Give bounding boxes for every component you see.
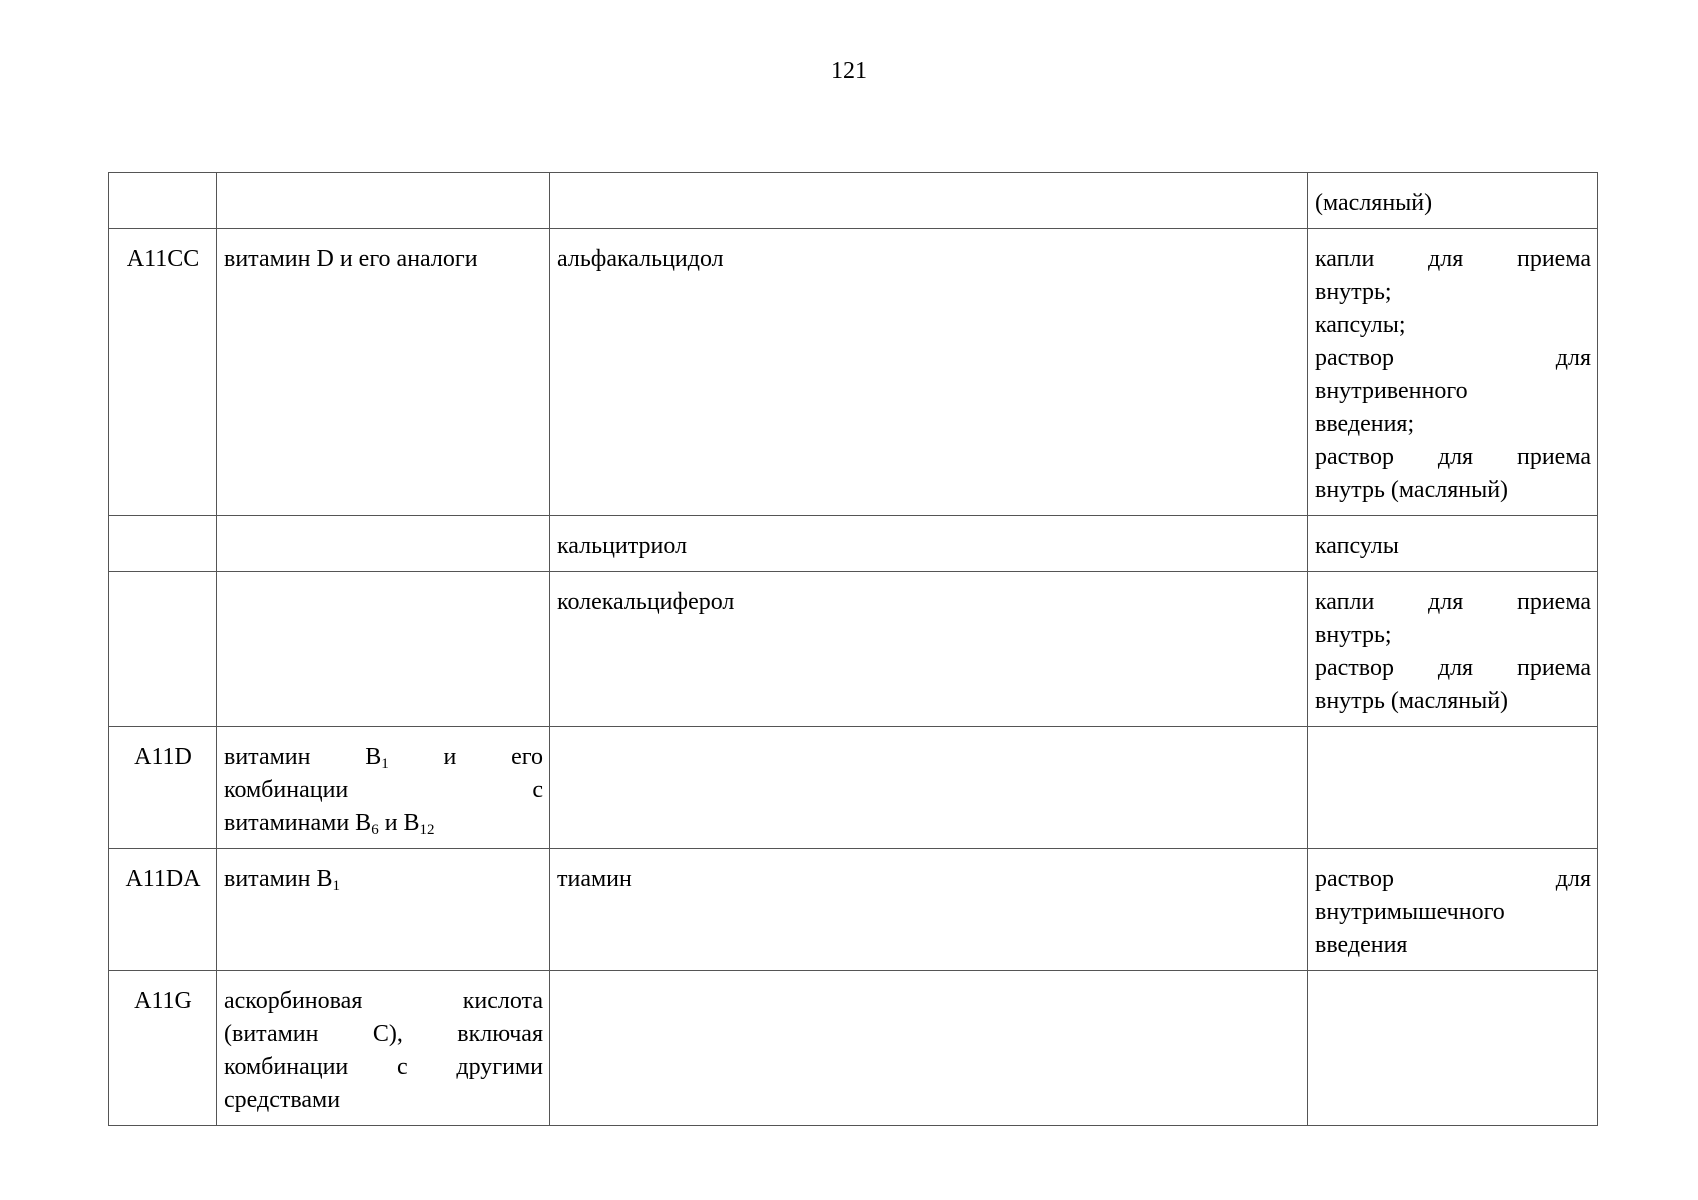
form-line: раствор для: [1315, 866, 1591, 892]
group-cell: [217, 173, 550, 229]
form-line: внутрь (масляный): [1315, 688, 1509, 714]
drug-cell: кальцитриол: [550, 516, 1308, 572]
drug-cell: тиамин: [550, 849, 1308, 971]
group-line: комбинации с: [224, 777, 543, 803]
form-line: введения;: [1315, 411, 1415, 437]
table-row: [109, 516, 1598, 572]
forms-cell: [1308, 229, 1598, 516]
drug-cell: альфакальцидол: [550, 229, 1308, 516]
forms-cell: [1308, 516, 1598, 572]
atc-code-cell: A11G: [109, 971, 217, 1126]
atc-code-cell: A11D: [109, 727, 217, 849]
group-line: (витамин C), включая: [224, 1021, 543, 1047]
drug-table: [108, 172, 1598, 1126]
form-line: внутривенного: [1315, 378, 1468, 404]
group-cell: [217, 849, 550, 971]
form-line: капли для приема: [1315, 246, 1591, 272]
group-cell: [217, 971, 550, 1126]
atc-code-cell: [109, 572, 217, 727]
table-row: [109, 971, 1598, 1126]
table-row: [109, 572, 1598, 727]
table-row: [109, 849, 1598, 971]
forms-cell: [1308, 173, 1598, 229]
forms-cell: [1308, 572, 1598, 727]
forms-cell: [1308, 971, 1598, 1126]
form-line: внутримышечного: [1315, 899, 1505, 925]
forms-cell: [1308, 727, 1598, 849]
atc-code-cell: [109, 173, 217, 229]
group-cell: [217, 727, 550, 849]
form-line: внутрь;: [1315, 279, 1392, 305]
form-line: капсулы: [1315, 533, 1399, 559]
atc-code-cell: A11DA: [109, 849, 217, 971]
group-line: комбинации с другими: [224, 1054, 543, 1080]
drug-cell: [550, 971, 1308, 1126]
drug-cell: [550, 727, 1308, 849]
group-line: средствами: [224, 1087, 341, 1113]
table-row: [109, 727, 1598, 849]
form-line: раствор для: [1315, 345, 1591, 371]
group-cell: витамин D и его аналоги: [217, 229, 550, 516]
form-line: внутрь;: [1315, 622, 1392, 648]
group-line: аскорбиновая кислота: [224, 988, 543, 1014]
forms-cell: [1308, 849, 1598, 971]
group-cell: [217, 572, 550, 727]
atc-code-cell: A11CC: [109, 229, 217, 516]
form-line: капли для приема: [1315, 589, 1591, 615]
group-line: витамин $B_1$: [224, 866, 340, 894]
page-number: 121: [831, 58, 867, 84]
table-row: [109, 173, 1598, 229]
group-line: витаминами $B_6$ и $B_{12}$: [224, 810, 435, 838]
form-line: капсулы;: [1315, 312, 1406, 338]
form-line: введения: [1315, 932, 1408, 958]
group-cell: [217, 516, 550, 572]
atc-code-cell: [109, 516, 217, 572]
form-line: раствор для приема: [1315, 444, 1591, 470]
form-line: (масляный): [1315, 190, 1433, 216]
drug-cell: колекальциферол: [550, 572, 1308, 727]
drug-cell: [550, 173, 1308, 229]
table-row: [109, 229, 1598, 516]
group-line: витамин $B_1$ и его: [224, 744, 543, 772]
form-line: внутрь (масляный): [1315, 477, 1509, 503]
form-line: раствор для приема: [1315, 655, 1591, 681]
